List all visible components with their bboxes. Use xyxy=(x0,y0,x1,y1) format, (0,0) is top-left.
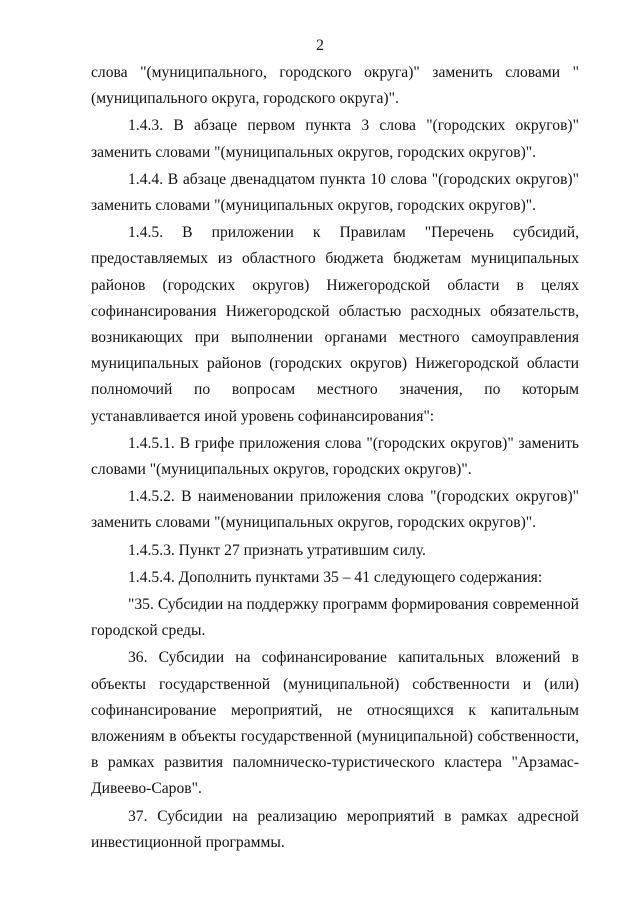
paragraph-item-37: 37. Субсидии на реализацию мероприятий в рамках адресной инвестиционной программы. xyxy=(91,807,579,851)
page-number: 2 xyxy=(316,37,324,54)
paragraph-1-4-5-1: 1.4.5.1. В грифе приложения слова "(городских округов)" заменить словами "(муниципальных округов, городских округов)". xyxy=(91,434,579,479)
paragraph-1-4-5-2: 1.4.5.2. В наименовании приложения слова "(городских округов)" заменить словами "(муниципальных округов, городских округов)". xyxy=(91,488,579,532)
paragraph-1-4-4: 1.4.4. В абзаце двенадцатом пункта 10 слова "(городских округов)" заменить словами "(муниципальных округов, городских округов)". xyxy=(91,170,579,215)
paragraph-1-4-5: 1.4.5. В приложении к Правилам "Перечень субсидий, предоставляемых из областного бюджета бюджетам муниципальных районов (городских округов) Нижегородской области в целях софинансирования Нижегородской областью расходных обязательств, возникающих при выполнении органами местного самоуправления муниципальных районов (городских округов) Нижегородской области полномочий по вопросам местного значения, по которым устанавливается иной уровень софинансирования": xyxy=(91,224,579,425)
paragraph-1-4-5-3: 1.4.5.3. Пункт 27 признать утратившим силу. xyxy=(128,541,426,559)
paragraph-continuation: слова "(муниципального, городского округа)" заменить словами "(муниципального округа, городского округа)". xyxy=(91,64,579,108)
paragraph-item-36: 36. Субсидии на софинансирование капитальных вложений в объекты государственной (муниципальной) собственности и (или) софинансирование мероприятий, не относящихся к капитальным вложениям в объекты государственной (муниципальной) собственности, в рамках развития паломническо-туристического кластера "Арзамас-Дивеево-Саров". xyxy=(91,649,579,798)
paragraph-item-35: "35. Субсидии на поддержку программ формирования современной городской среды. xyxy=(91,596,579,640)
paragraph-1-4-5-4: 1.4.5.4. Дополнить пунктами 35 – 41 следующего содержания: xyxy=(128,568,543,586)
paragraph-1-4-3: 1.4.3. В абзаце первом пункта 3 слова "(городских округов)" заменить словами "(муниципальных округов, городских округов)". xyxy=(91,117,579,161)
document-body xyxy=(91,60,579,856)
